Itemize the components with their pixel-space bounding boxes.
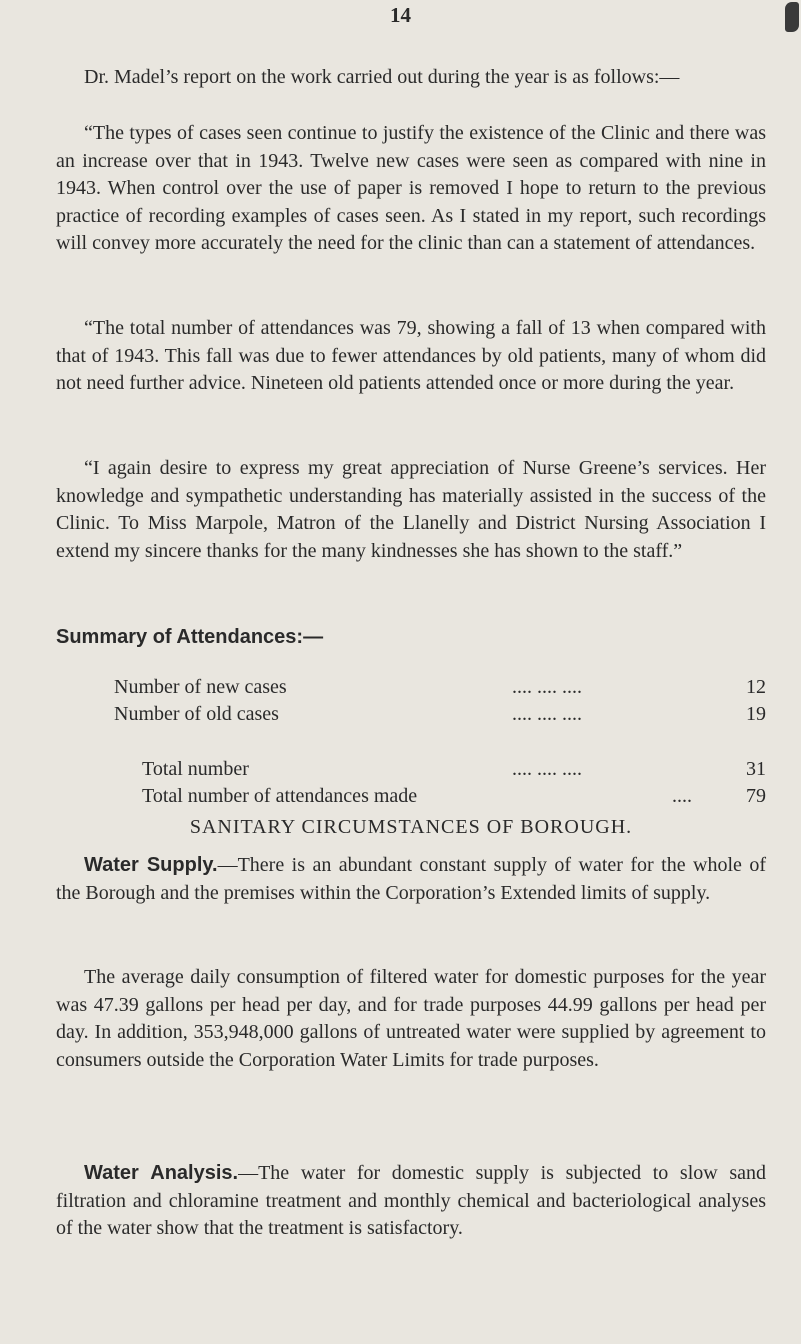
summary-heading: Summary of Attendances:— xyxy=(56,626,324,648)
summary-table xyxy=(114,676,766,812)
quote-paragraph-2: “The total number of attendances was 79, showing a fall of 13 when compared with that of 1943. This fall was due to fewer attendances by old patients, many of whom did not need further advice. Nineteen old patients attended once or more during the year. xyxy=(56,317,766,394)
quote-paragraph-1: “The types of cases seen continue to justify the existence of the Clinic and there was an increase over that in 1943. Twelve new cases were seen as compared with nine in 1943. When control over the use of paper is removed I hope to return to the previous practice of recording examples of cases seen. As I stated in my report, such recordings will convey more accurately the need for the clinic than can a statement of attendances. xyxy=(56,122,766,254)
water-supply-text: —There is an abundant constant supply of water for the whole of the Borough and the premises within the Corporation’s Extended limits of supply. xyxy=(56,854,767,904)
water-analysis-heading: Water Analysis. xyxy=(84,1162,239,1184)
consumption-paragraph: The average daily consumption of filtered water for domestic purposes for the year was 47.39 gallons per head per day, and for trade purposes 44.99 gallons per head per day. In addition, 353,948,000 gallons of untreated water were supplied by agreement to consumers outside the Corporation Water Limits for trade purposes. xyxy=(56,966,766,1071)
summary-row-attendances xyxy=(114,785,766,812)
summary-value: 19 xyxy=(746,703,766,725)
section-title: SANITARY CIRCUMSTANCES OF BOROUGH. xyxy=(189,816,633,838)
consumption-block xyxy=(56,964,766,1074)
water-analysis-block xyxy=(56,1160,766,1243)
summary-row-new xyxy=(114,676,766,703)
summary-value: 79 xyxy=(746,785,766,807)
leader-dots: .... xyxy=(672,785,692,807)
summary-label: Total number of attendances made xyxy=(142,785,418,807)
water-supply-heading: Water Supply. xyxy=(84,854,218,876)
report-quote-2 xyxy=(56,315,766,398)
water-analysis-paragraph xyxy=(56,1160,766,1243)
page-number: 14 xyxy=(390,3,411,27)
report-quote-3 xyxy=(56,455,766,565)
summary-heading-block xyxy=(56,624,766,652)
summary-row-old xyxy=(114,703,766,730)
summary-value: 12 xyxy=(746,676,766,698)
leader-dots: .... .... .... xyxy=(512,676,582,698)
page-corner-mark xyxy=(785,2,799,32)
summary-row-total xyxy=(114,758,766,785)
intro-paragraph: Dr. Madel’s report on the work carried out during the year is as follows:— xyxy=(84,66,680,88)
water-analysis-text: —The water for domestic supply is subjected to slow sand filtration and chloramine treatment and monthly chemical and bacteriological analyses of the water show that the treatment is satisfactory. xyxy=(56,1162,766,1239)
summary-value: 31 xyxy=(746,758,766,780)
summary-label: Number of old cases xyxy=(114,703,279,725)
quote-paragraph-3: “I again desire to express my great appreciation of Nurse Greene’s services. Her knowledge and sympathetic understanding has materially assisted in the success of the Clinic. To Miss Marpole, Matron of the Llanelly and District Nursing Association I extend my sincere thanks for the many kindnesses she has shown to the staff.” xyxy=(56,457,766,562)
report-quote-1 xyxy=(56,120,766,258)
leader-dots: .... .... .... xyxy=(512,758,582,780)
leader-dots: .... .... .... xyxy=(512,703,582,725)
summary-label: Total number xyxy=(142,758,249,780)
report-intro xyxy=(56,64,766,92)
water-supply-block xyxy=(56,852,766,907)
summary-label: Number of new cases xyxy=(114,676,287,698)
water-supply-paragraph xyxy=(56,852,766,907)
